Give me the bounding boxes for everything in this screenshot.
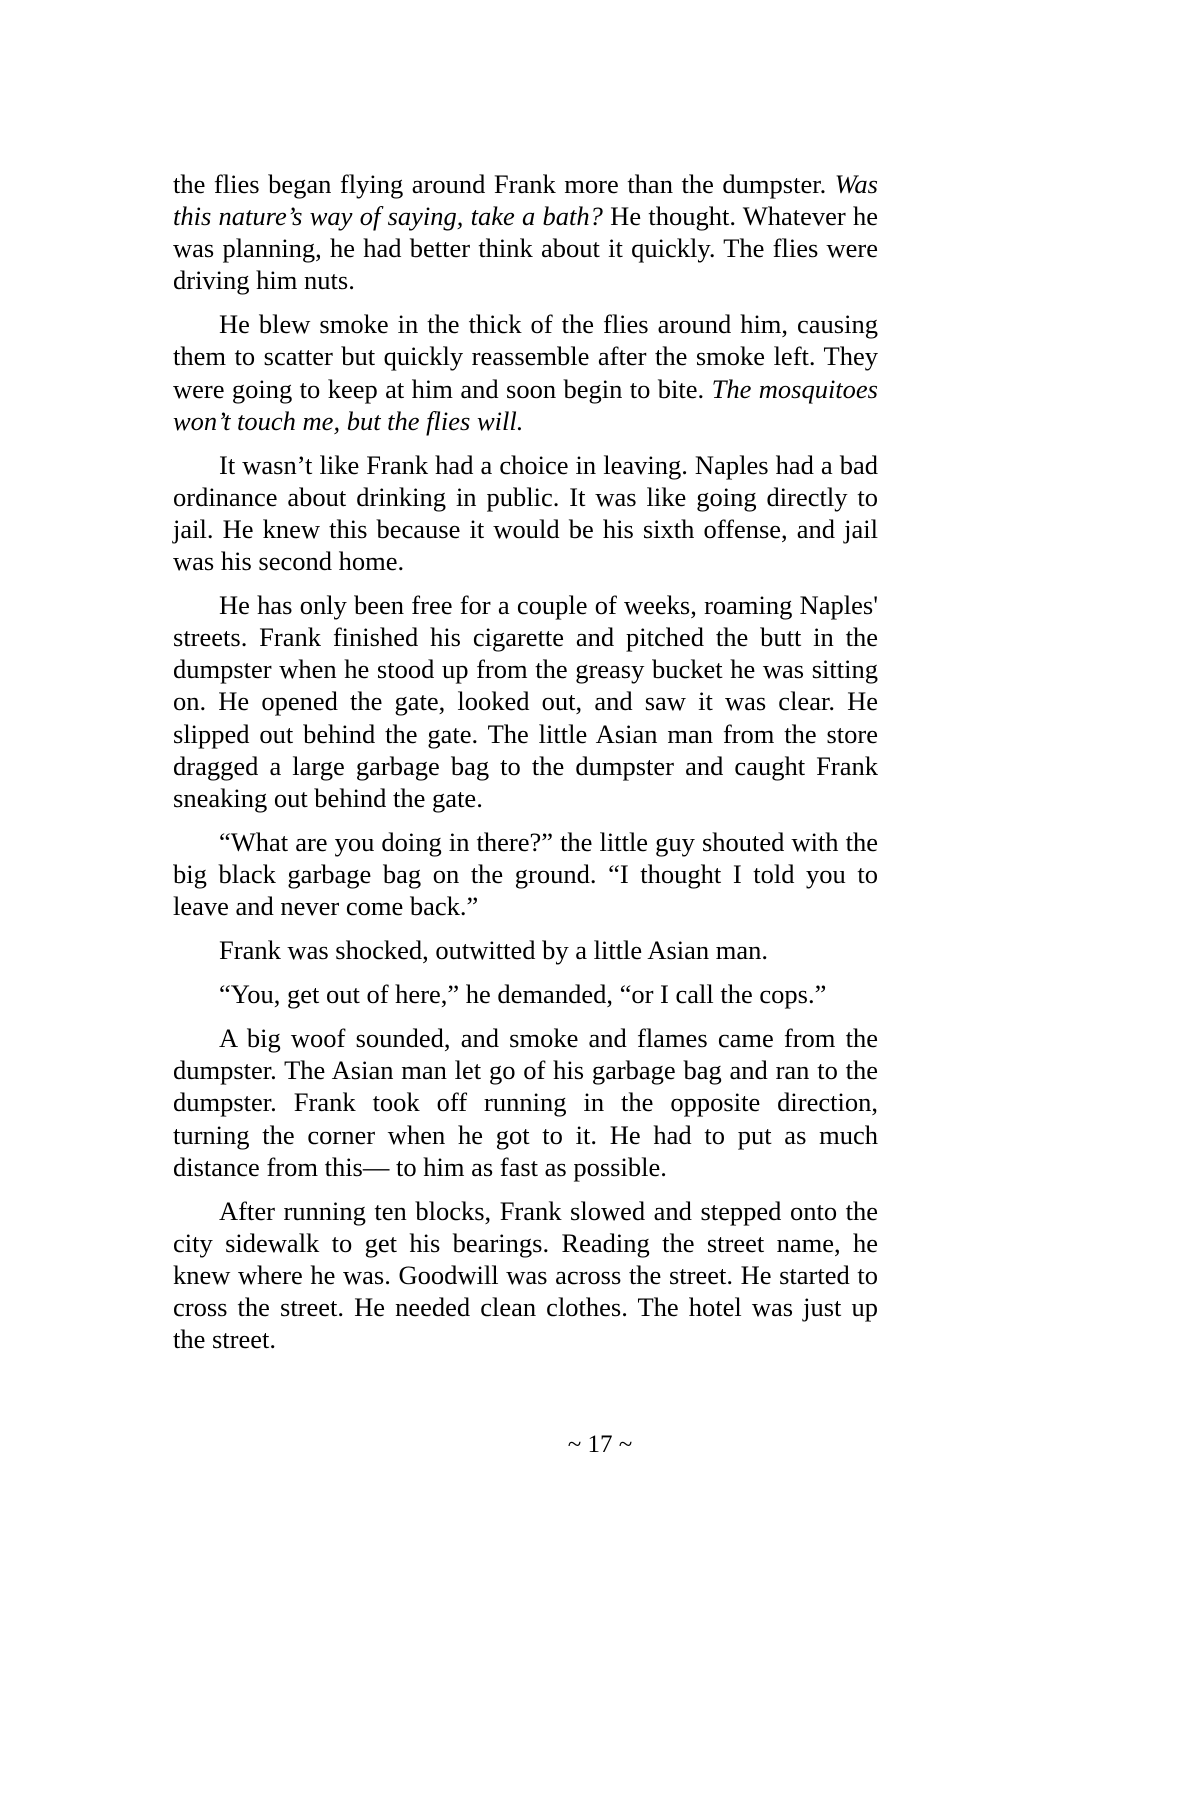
paragraph-6: Frank was shocked, outwitted by a little Asian man. (219, 935, 769, 966)
paragraph-2-italic-thought: The mosquitoes won’t touch me, but the flies will. (173, 373, 878, 436)
paragraph-1-run-3: He thought. Whatever he was planning, he had better think about it quickly. The flies were driving him nuts. (173, 201, 878, 296)
paragraph-1 (173, 168, 878, 296)
paragraph-2 (173, 308, 878, 436)
paragraph-7-dialogue: “You, get out of here,” he demanded, “or I call the cops.” (219, 979, 827, 1010)
paragraph-1-italic-thought: Was this nature’s way of saying, take a bath? (173, 169, 878, 232)
paragraph-2-run-1: He blew smoke in the thick of the flies around him, causing them to scatter but quickly reassemble after the smoke left. They were going to keep at him and soon begin to bite. (173, 309, 878, 404)
paragraph-8: A big woof sounded, and smoke and flames came from the dumpster. The Asian man let go of his garbage bag and ran to the dumpster. Frank took off running in the opposite direction, turning the corner when he got to it. He had to put as much distance from this— to him as fast as possible. (173, 1023, 878, 1182)
paragraph-5-dialogue: “What are you doing in there?” the little guy shouted with the big black garbage bag on the ground. “I thought I told you to leave and never come back.” (173, 826, 878, 921)
paragraph-3: It wasn’t like Frank had a choice in leaving. Naples had a bad ordinance about drinking in public. It was like going directly to jail. He knew this because it would be his sixth offense, and jail was his second home. (173, 449, 878, 577)
paragraph-9: After running ten blocks, Frank slowed and stepped onto the city sidewalk to get his bearings. Reading the street name, he knew where he was. Goodwill was across the street. He started to cross the street. He needed clean clothes. The hotel was just up the street. (173, 1195, 878, 1355)
body-text-column (173, 168, 878, 1355)
page-number-footer: ~ 17 ~ (567, 1431, 633, 1458)
paragraph-1-run-1: the flies began flying around Frank more than the dumpster. (173, 169, 835, 199)
paragraph-4: He has only been free for a couple of weeks, roaming Naples' streets. Frank finished his cigarette and pitched the butt in the dumpster when he stood up from the greasy bucket he was sitting on. He opened the gate, looked out, and saw it was clear. He slipped out behind the gate. The little Asian man from the store dragged a large garbage bag to the dumpster and caught Frank sneaking out behind the gate. (173, 590, 878, 813)
